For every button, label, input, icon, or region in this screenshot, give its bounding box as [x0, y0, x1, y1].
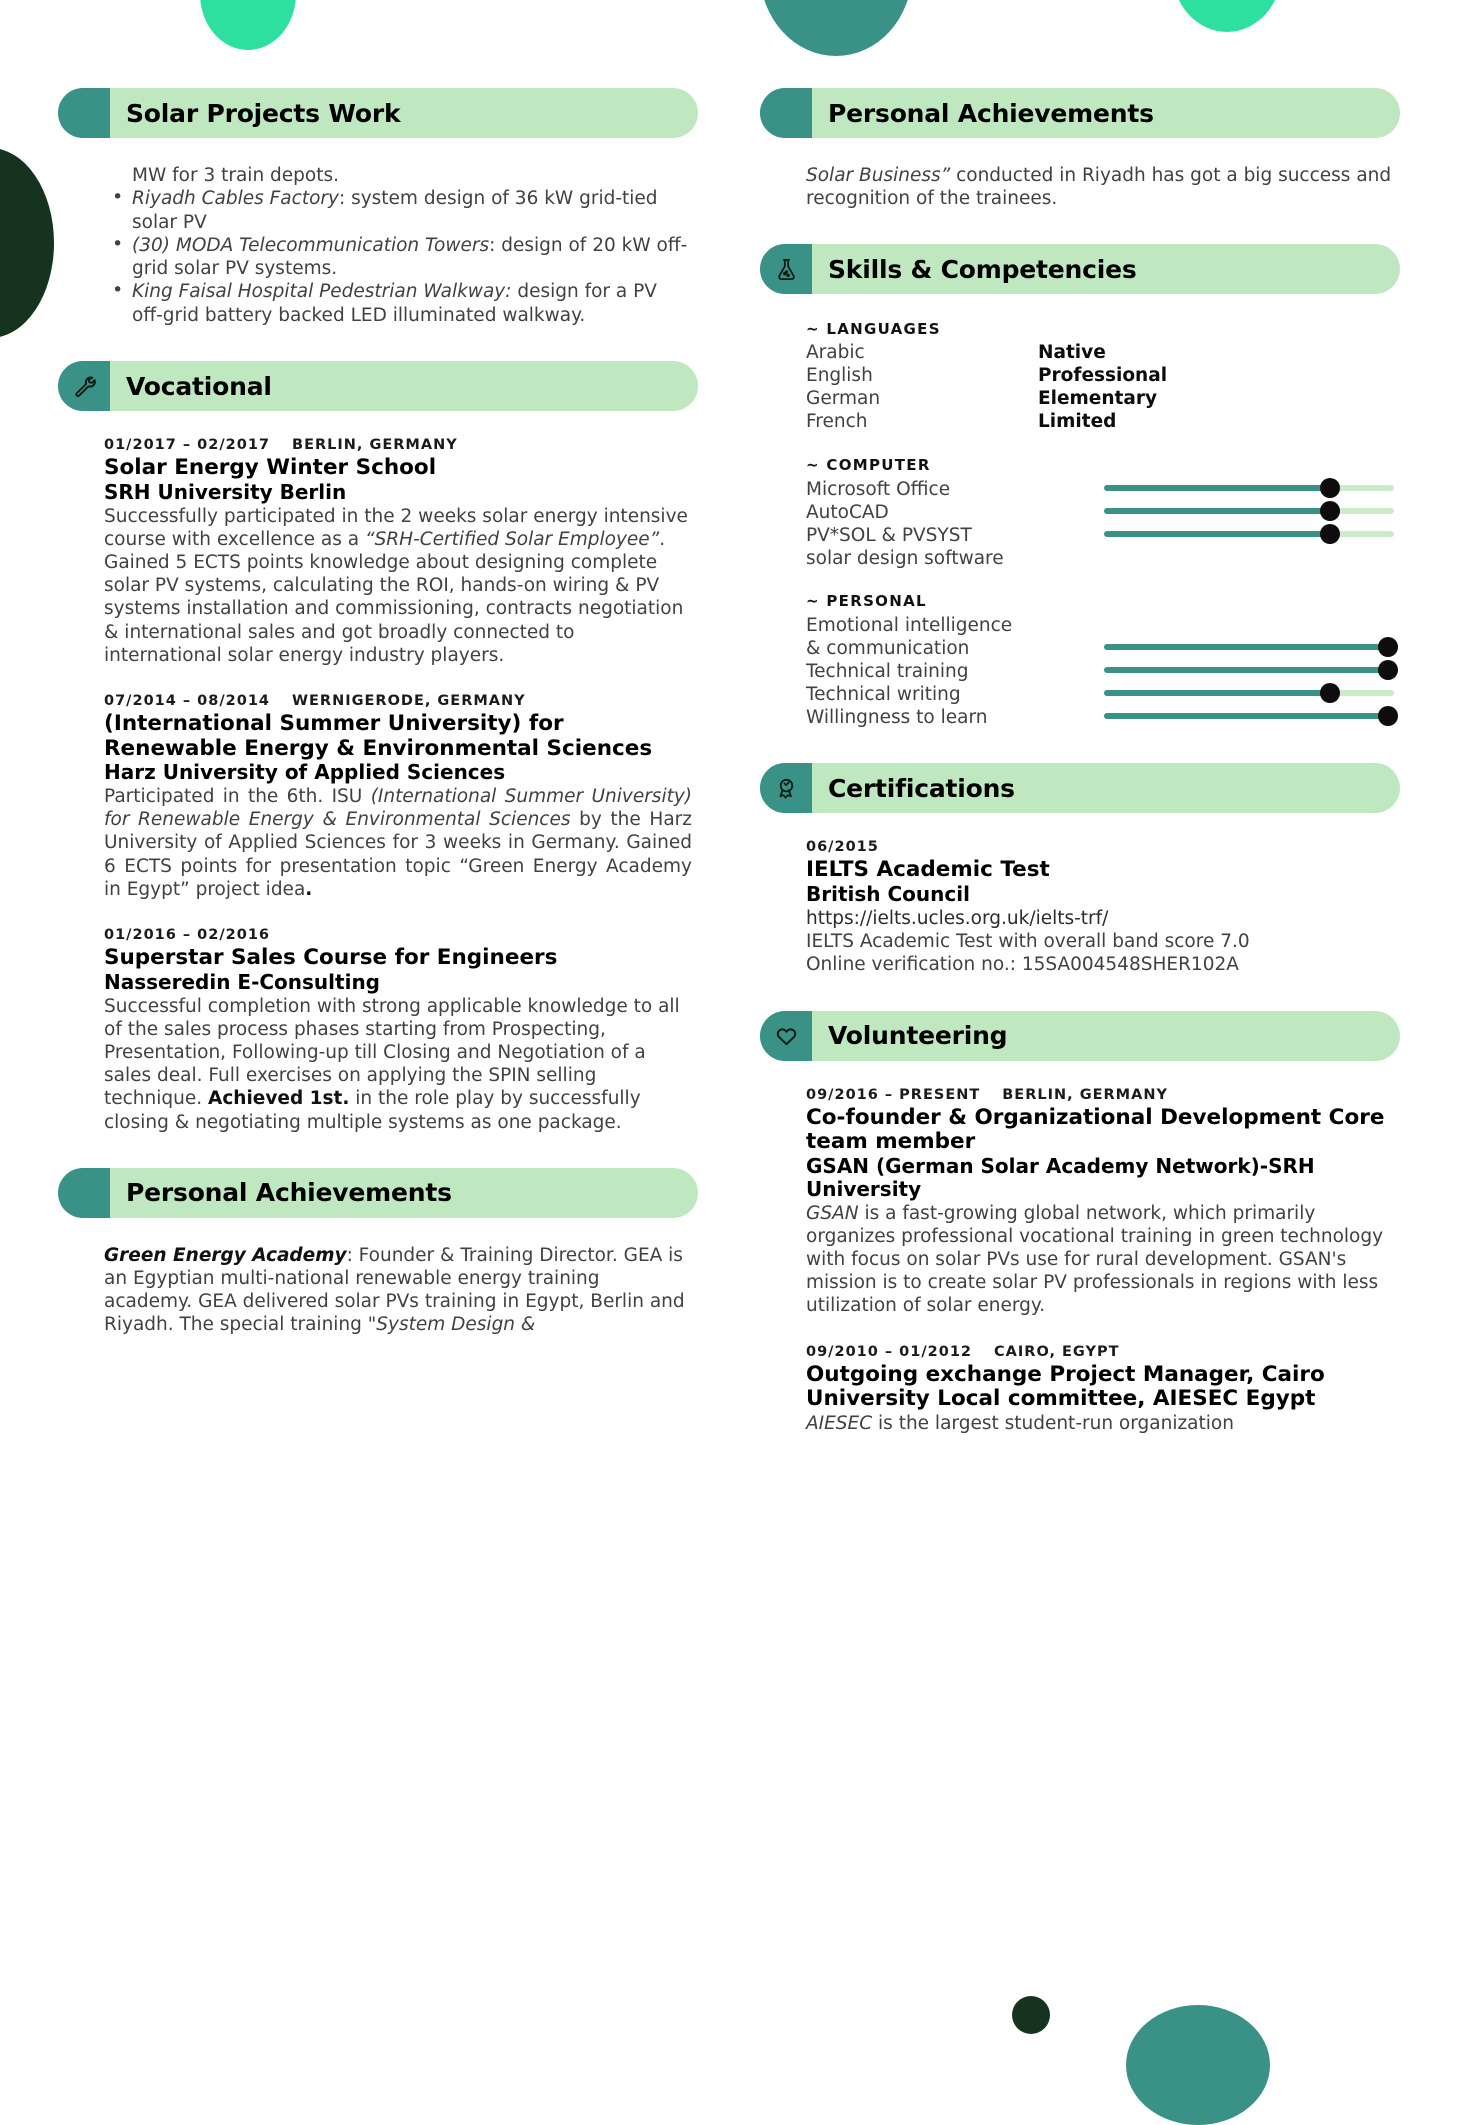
language-name: German: [806, 388, 881, 410]
entry-subtitle: British Council: [806, 881, 970, 906]
skill-label: PV*SOL & PVSYST: [806, 525, 972, 547]
skill-label: Technical writing: [806, 684, 961, 706]
entry-description: Successful completion with strong applicable knowledge to all of the sales process phases starting from Prospecting, Presentation, Following-up till Closing and Negotiation of a sales deal. Full exercises on applying the SPIN selling technique. Achieved 1st. in the role play by successfully closing & negotiating multiple systems as one package.: [104, 995, 680, 1133]
skill-group-computer: [806, 456, 1394, 570]
section-header-volunteering: [760, 1011, 1400, 1061]
entry-description: Successfully participated in the 2 weeks solar energy intensive course with excellence as a “SRH-Certified Solar Employee”. Gained 5 ECTS points knowledge about designing complete solar PV systems, calculating the ROI, hands-on wiring & PV systems installation and commissioning, contracts negotiation & international sales and got broadly connected to international solar energy industry players.: [104, 505, 688, 666]
section-personal-achievements-left: [58, 1168, 698, 1337]
vocational-entries: [58, 437, 698, 1134]
skill-bar[interactable]: [1104, 644, 1394, 650]
section-header-skills: [760, 244, 1400, 294]
entry-dates: 09/2016 – PRESENT BERLIN, GERMANY: [806, 1086, 1168, 1103]
entry-dates: 01/2016 – 02/2016: [104, 927, 271, 944]
language-level: Limited: [1038, 411, 1117, 433]
entry-subtitle: Harz University of Applied Sciences: [104, 760, 506, 784]
skill-bar[interactable]: [1104, 508, 1394, 514]
skill-label: Microsoft Office: [806, 479, 951, 501]
entry-dates: 06/2015: [806, 839, 879, 856]
personal-achievements-right-text: Solar Business” conducted in Riyadh has got a big success and recognition of the trainees.: [806, 165, 1392, 210]
skill-bar[interactable]: [1104, 713, 1394, 719]
language-level: Native: [1038, 342, 1106, 364]
section-header-vocational: [58, 361, 698, 411]
personal-skill-labels: [806, 614, 1046, 729]
section-cap: [58, 1168, 110, 1218]
volunteering-entries: [760, 1087, 1400, 1435]
resume-entry: [104, 437, 692, 667]
section-personal-achievements-right: [760, 88, 1400, 210]
section-title: Skills & Competencies: [828, 254, 1137, 284]
language-level: Elementary: [1038, 388, 1158, 410]
entry-subtitle: GSAN (German Solar Academy Network)-SRH University: [806, 1153, 1315, 1201]
entry-location: WERNIGERODE, GERMANY: [292, 693, 526, 709]
entry-title: IELTS Academic Test: [806, 857, 1050, 883]
entry-title: Outgoing exchange Project Manager, Cairo University Local committee, AIESEC Egypt: [806, 1361, 1325, 1412]
skill-bar-fill: [1104, 485, 1330, 491]
decorative-circle-bottom-dark: [1012, 1996, 1050, 2034]
section-cap: [760, 1011, 812, 1061]
entry-url[interactable]: https://ielts.ucles.org.uk/ielts-trf/: [806, 907, 1109, 929]
decorative-circle-bottom-teal: [1126, 2005, 1270, 2125]
resume-entry: [104, 927, 692, 1134]
language-level: Professional: [1038, 365, 1168, 387]
left-column: [58, 88, 698, 1469]
section-certifications: [760, 763, 1400, 976]
flask-icon: [774, 257, 799, 282]
personal-skill-bars: [1104, 644, 1394, 719]
section-title: Vocational: [126, 371, 272, 401]
skill-group-personal: [806, 592, 1394, 729]
section-header-personal-achievements-left: [58, 1168, 698, 1218]
skill-bar[interactable]: [1104, 531, 1394, 537]
section-cap: [58, 88, 110, 138]
entry-title: Superstar Sales Course for Engineers: [104, 945, 558, 971]
skill-bar-knob[interactable]: [1320, 524, 1340, 544]
skill-bar-knob[interactable]: [1320, 683, 1340, 703]
skill-category-label: ~ LANGUAGES: [806, 320, 941, 339]
resume-entry: [806, 1344, 1394, 1435]
section-header-personal-achievements-right: [760, 88, 1400, 138]
skill-category-label: ~ PERSONAL: [806, 592, 927, 611]
entry-line: IELTS Academic Test with overall band score 7.0: [806, 931, 1250, 953]
list-item: • (30) MODA Telecommunication Towers: design of 20 kW off-grid solar PV systems.: [104, 234, 692, 281]
skill-bar-fill: [1104, 713, 1388, 719]
resume-entry: [806, 839, 1394, 976]
computer-skill-labels: [806, 478, 1046, 570]
language-name: English: [806, 365, 873, 387]
section-volunteering: [760, 1011, 1400, 1435]
language-row: [806, 342, 1394, 365]
skill-bar-knob[interactable]: [1320, 478, 1340, 498]
section-title: Personal Achievements: [126, 1178, 452, 1208]
wrench-icon: [72, 374, 97, 399]
section-header-certifications: [760, 763, 1400, 813]
skill-bar-knob[interactable]: [1378, 637, 1398, 657]
skill-bar[interactable]: [1104, 690, 1394, 696]
section-title: Personal Achievements: [828, 98, 1154, 128]
entry-description: GSAN is a fast-growing global network, which primarily organizes professional vocational training in green technology with focus on solar PVs use for rural development. GSAN's mission is to create solar PV professionals in regions with less utilization of solar energy.: [806, 1202, 1384, 1317]
entry-location: CAIRO, EGYPT: [994, 1343, 1120, 1360]
language-row: [806, 388, 1394, 411]
skill-category-label: ~ COMPUTER: [806, 456, 931, 475]
personal-achievements-right-body: [760, 164, 1400, 210]
entry-dates: 09/2010 – 01/2012 CAIRO, EGYPT: [806, 1343, 1120, 1360]
section-title: Volunteering: [828, 1021, 1008, 1051]
personal-achievements-left-text: Green Energy Academy: Founder & Training Director. GEA is an Egyptian multi-national renewable energy training academy. GEA delivered solar PVs training in Egypt, Berlin and Riyadh. The special training "System Design &: [104, 1244, 685, 1336]
section-skills: [760, 244, 1400, 729]
award-icon: [774, 776, 799, 801]
entry-line: Online verification no.: 15SA004548SHER102A: [806, 954, 1239, 976]
entry-title: Solar Energy Winter School: [104, 455, 437, 481]
skill-label: Technical training: [806, 661, 969, 683]
entry-description: AIESEC is the largest student-run organization: [806, 1412, 1234, 1434]
entry-title: (International Summer University) for Renewable Energy & Environmental Sciences: [104, 711, 653, 761]
language-name: French: [806, 411, 868, 433]
skill-label: solar design software: [806, 548, 1004, 570]
skill-label: & communication: [806, 638, 970, 660]
skill-bar-knob[interactable]: [1378, 660, 1398, 680]
list-item: • Riyadh Cables Factory: system design of 36 kW grid-tied solar PV: [104, 187, 692, 234]
entry-title: Co-founder & Organizational Development Core team member: [806, 1104, 1385, 1155]
skill-group-languages: [806, 320, 1394, 434]
entry-dates: 07/2014 – 08/2014 WERNIGERODE, GERMANY: [104, 693, 526, 709]
skill-label: Willingness to learn: [806, 707, 988, 729]
section-cap: [760, 763, 812, 813]
skills-body: [760, 320, 1400, 729]
section-cap: [58, 361, 110, 411]
computer-skill-bars: [1104, 485, 1394, 537]
section-title: Certifications: [828, 773, 1015, 803]
skill-bar-fill: [1104, 531, 1330, 537]
skill-bar-fill: [1104, 667, 1388, 673]
skill-bar-knob[interactable]: [1378, 706, 1398, 726]
certification-entries: [760, 839, 1400, 976]
entry-description: Participated in the 6th. ISU (International Summer University) for Renewable Energy & Environmental Sciences by the Harz University of Applied Sciences for 3 weeks in Germany. Gained 6 ECTS points for presentation topic “Green Energy Academy in Egypt” project idea.: [104, 786, 692, 900]
skill-bar-fill: [1104, 644, 1388, 650]
skill-label: AutoCAD: [806, 502, 889, 524]
skill-label: Emotional intelligence: [806, 615, 1013, 637]
list-item: MW for 3 train depots.: [132, 165, 340, 186]
section-header-solar-projects-work: [58, 88, 698, 138]
skill-bar[interactable]: [1104, 485, 1394, 491]
skill-bar-knob[interactable]: [1320, 501, 1340, 521]
entry-dates: 01/2017 – 02/2017 BERLIN, GERMANY: [104, 437, 458, 454]
language-rows: [806, 342, 1394, 434]
resume-entry: [104, 693, 692, 901]
solar-projects-list: [104, 164, 692, 327]
entry-location: BERLIN, GERMANY: [1002, 1086, 1168, 1103]
heart-icon: [774, 1023, 799, 1048]
list-item: • King Faisal Hospital Pedestrian Walkway: design for a PV off-grid battery backed LED illuminated walkway.: [104, 280, 692, 327]
skill-bar-fill: [1104, 690, 1330, 696]
resume-entry: [806, 1087, 1394, 1318]
entry-subtitle: Nasseredin E-Consulting: [104, 969, 380, 994]
language-row: [806, 365, 1394, 388]
section-vocational: [58, 361, 698, 1134]
section-title: Solar Projects Work: [126, 98, 401, 128]
section-cap: [760, 244, 812, 294]
skill-bar[interactable]: [1104, 667, 1394, 673]
right-column: [760, 88, 1400, 1469]
entry-location: BERLIN, GERMANY: [292, 437, 458, 454]
section-solar-projects-work: [58, 88, 698, 327]
solar-projects-body: [58, 164, 698, 327]
personal-achievements-left-body: [58, 1244, 698, 1337]
language-name: Arabic: [806, 342, 865, 364]
section-cap: [760, 88, 812, 138]
language-row: [806, 411, 1394, 434]
skill-bar-fill: [1104, 508, 1330, 514]
entry-subtitle: SRH University Berlin: [104, 479, 347, 504]
